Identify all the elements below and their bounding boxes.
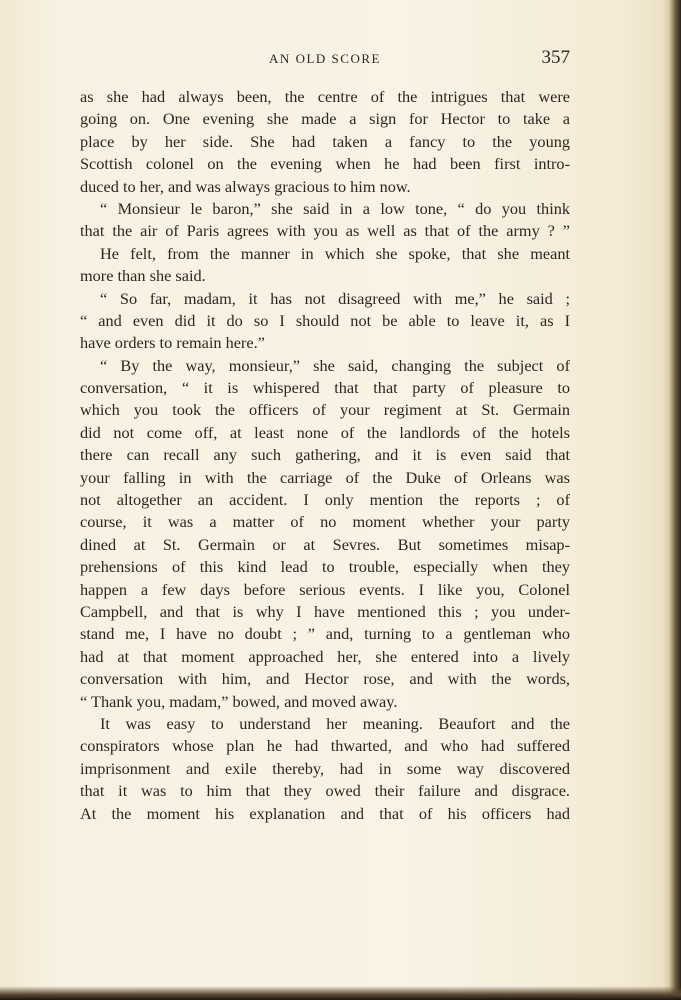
text-line: as she had always been, the centre of the intrigues that were	[80, 87, 570, 106]
text-line: dined at St. Germain or at Sevres. But sometimes misap-	[80, 534, 570, 554]
text-line: duced to her, and was always gracious to him now.	[80, 176, 411, 196]
page-bottom-shadow	[0, 986, 681, 1000]
text-line: prehensions of this kind lead to trouble, especially when they	[80, 557, 570, 577]
text-line: have orders to remain here.”	[80, 333, 265, 353]
text-line: stand me, I have no doubt ; ” and, turning to a gentleman who	[80, 624, 570, 644]
page-header	[80, 47, 570, 73]
text-line: which you took the officers of your regiment at St. Germain	[80, 400, 570, 420]
text-line: conversation, “ it is whispered that that party of pleasure to	[80, 378, 570, 398]
running-title: AN OLD SCORE	[269, 51, 381, 66]
text-line: going on. One evening she made a sign for Hector to take a	[80, 109, 570, 129]
page-number: 357	[541, 47, 570, 68]
text-line: did not come off, at least none of the landlords of the hotels	[80, 422, 570, 442]
text-line: “ Thank you, madam,” bowed, and moved away.	[80, 691, 398, 711]
text-line: there can recall any such gathering, and it is even said that	[80, 445, 570, 465]
text-line: place by her side. She had taken a fancy to the young	[80, 131, 570, 151]
text-line: He felt, from the manner in which she spoke, that she meant	[100, 243, 570, 263]
text-line: that it was to him that they owed their failure and disgrace.	[80, 781, 570, 801]
text-line: conspirators whose plan he had thwarted, and who had suffered	[80, 736, 570, 756]
text-line: conversation with him, and Hector rose, and with the words,	[80, 669, 570, 689]
text-line: “ and even did it do so I should not be able to leave it, as I	[80, 310, 570, 330]
text-line: had at that moment approached her, she entered into a lively	[80, 646, 570, 666]
text-line: “ Monsieur le baron,” she said in a low tone, “ do you think	[100, 198, 570, 218]
text-line: happen a few days before serious events. I like you, Colonel	[80, 579, 570, 599]
body-text	[80, 86, 570, 825]
text-line: It was easy to understand her meaning. Beaufort and the	[100, 713, 570, 733]
text-line: At the moment his explanation and that of his officers had	[80, 803, 570, 823]
text-line: your falling in with the carriage of the Duke of Orleans was	[80, 467, 570, 487]
text-line: course, it was a matter of no moment whether your party	[80, 512, 570, 532]
text-line: “ By the way, monsieur,” she said, changing the subject of	[100, 355, 570, 375]
text-line: more than she said.	[80, 266, 206, 286]
text-line: Campbell, and that is why I have mentioned this ; you under-	[80, 601, 570, 621]
text-line: not altogether an accident. I only mention the reports ; of	[80, 490, 570, 510]
text-line: that the air of Paris agrees with you as well as that of the army ? ”	[80, 221, 570, 241]
page-edge-shadow	[663, 0, 681, 1000]
text-line: Scottish colonel on the evening when he had been first intro-	[80, 154, 570, 174]
text-line: imprisonment and exile thereby, had in some way discovered	[80, 758, 570, 778]
text-line: “ So far, madam, it has not disagreed with me,” he said ;	[100, 288, 570, 308]
